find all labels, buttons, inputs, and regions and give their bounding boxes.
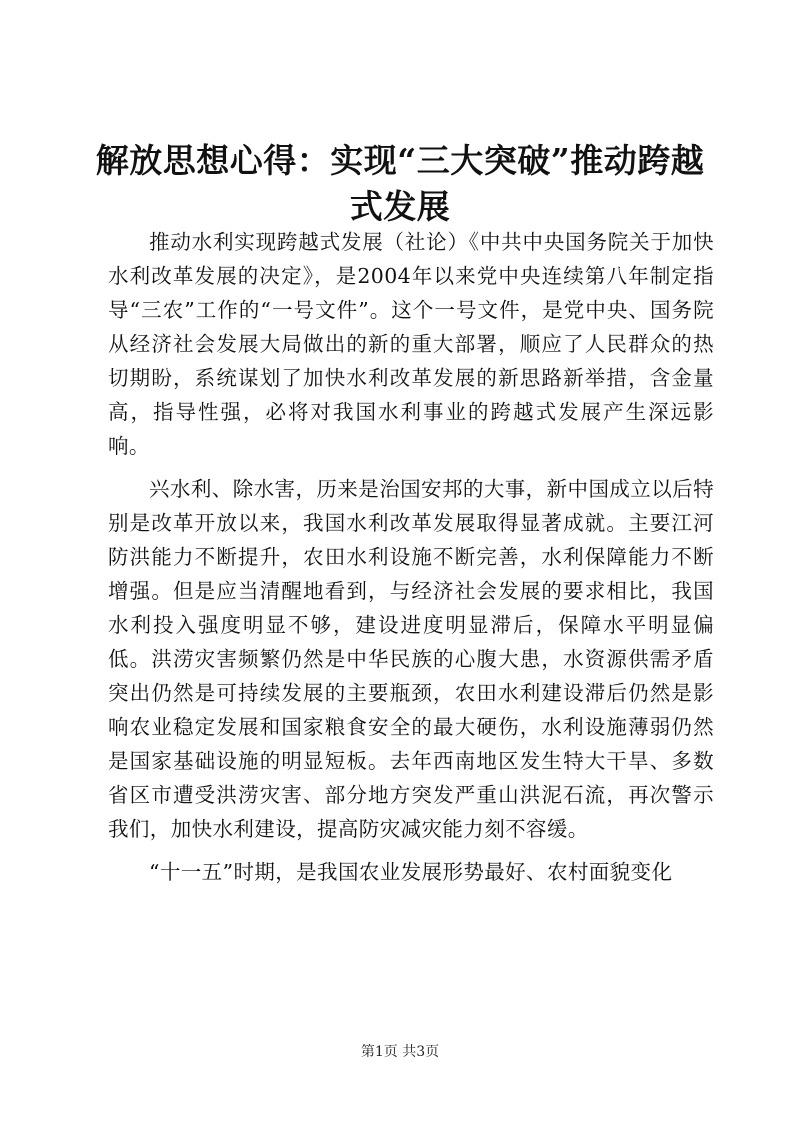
paragraph: “十一五”时期，是我国农业发展形势最好、农村面貌变化 (149, 860, 673, 884)
paragraph: 推动水利实现跨越式发展（社论）《中共中央国务院关于加快水利改革发展的决定》，是2004年以来党中央连续第八年制定指导“三农”工作的“一号文件”。这个一号文件，是党中央、国务院从经济社会发展大局做出的新的重大部署，顺应了人民群众的热切期盼，系统谋划了加快水利改革发展的新思路新举措，含金量高，指导性强，必将对我国水利事业的跨越式发展产生深远影响。 (108, 230, 714, 458)
document-title: 解放思想心得：实现“三大突破”推动跨越式发展 (95, 141, 705, 226)
document-body (108, 225, 714, 898)
paragraph: 兴水利、除水害，历来是治国安邦的大事，新中国成立以后特别是改革开放以来，我国水利改革发展取得显著成就。主要江河防洪能力不断提升，农田水利设施不断完善，水利保障能力不断增强。但是应当清醒地看到，与经济社会发展的要求相比，我国水利投入强度明显不够，建设进度明显滞后，保障水平明显偏低。洪涝灾害频繁仍然是中华民族的心腹大患，水资源供需矛盾突出仍然是可持续发展的主要瓶颈，农田水利建设滞后仍然是影响农业稳定发展和国家粮食安全的最大硬伤，水利设施薄弱仍然是国家基础设施的明显短板。去年西南地区发生特大干旱、多数省区市遭受洪涝灾害、部分地方突发严重山洪泥石流，再次警示我们，加快水利建设，提高防灾减灾能力刻不容缓。 (108, 477, 714, 841)
page-number-footer: 第1页 共3页 (360, 1044, 440, 1060)
